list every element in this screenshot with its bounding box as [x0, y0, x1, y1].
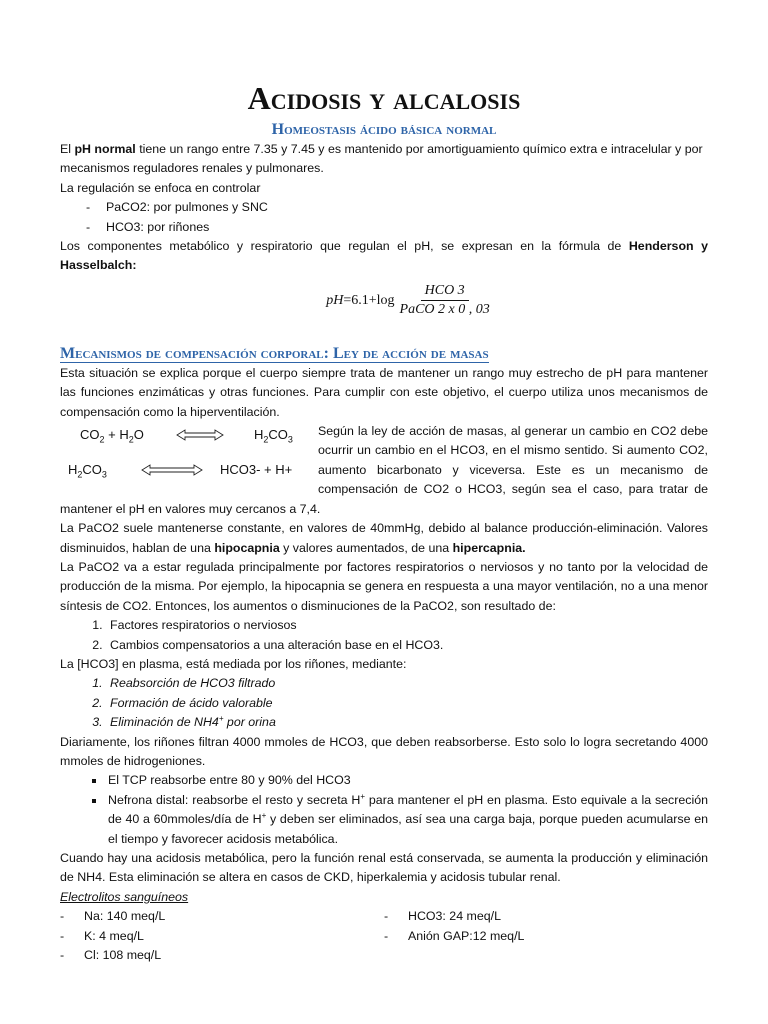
section-heading-homeostasis: Homeostasis ácido básica normal	[271, 121, 497, 138]
list-item: - K: 4 meq/L	[60, 927, 384, 946]
bold-ph-normal: pH normal	[74, 142, 136, 156]
products-hco3-h: HCO3- + H+	[220, 462, 293, 478]
superscript: +	[218, 714, 224, 724]
paragraph-regulation: La regulación se enfoca en controlar	[60, 180, 261, 195]
electrolytes-left-list	[60, 907, 384, 965]
formula-numerator: HCO 3	[421, 282, 469, 301]
reaction-equations	[60, 422, 318, 490]
electrolytes-columns	[60, 907, 708, 965]
paragraph-metabolic-acidosis: Cuando hay una acidosis metabólica, pero la función renal está conservada, se aumenta la producción y eliminación de NH4. Esta eliminación se altera en casos de CKD, hiperkalemia y acidosis tubular renal.	[60, 851, 708, 885]
list-item	[106, 791, 708, 849]
bold-hipercapnia: hipercapnia.	[452, 540, 526, 555]
paragraph-daily-filtration: Diariamente, los riñones filtran 4000 mmoles de HCO3, que deben reabsorberse. Esto solo lo logra secretando 4000 mmoles de hidrogeniones.	[60, 734, 708, 768]
subscript: 2	[263, 434, 269, 445]
paragraph-mass-action: Según la ley de acción de masas, al generar un cambio en CO2 debe ocurrir un cambio en el HCO3, en el mismo sentido. Si aumento CO2, aumento bicarbonato y viceversa. Este es un mecanismo de compensación de CO2 o HCO3, según sea el caso, para tratar de mantener el pH en valores muy cercanos a 7,4.	[60, 424, 708, 516]
subscript: 2	[77, 469, 83, 480]
text-segment: por orina	[223, 715, 276, 730]
text-segment: Eliminación de NH4	[110, 715, 219, 730]
bold-hipocapnia: hipocapnia	[214, 540, 280, 555]
causes-list	[60, 616, 708, 655]
text-segment: CO	[80, 427, 100, 443]
text-segment: El	[60, 142, 75, 156]
text-segment: y deben ser eliminados, así sea una carga baja, porque pueden acumularse en el tiempo y favorecer acidosis metabólica.	[108, 812, 708, 846]
paragraph-paco2-regulated: La PaCO2 va a estar regulada principalmente por factores respiratorios o nerviosos y no tanto por la velocidad de producción de la misma. Por ejemplo, la hipocapnia se genera en respuesta a una mayor ventilación, no a una menor síntesis de CO2. Entonces, los aumentos o disminuciones de la PaCO2, son resultado de:	[60, 559, 708, 613]
text-segment: Nefrona distal: reabsorbe el resto y secreta H	[108, 792, 361, 807]
subscript: 2	[128, 434, 134, 445]
electrolytes-right-list	[384, 907, 708, 965]
text-segment: La PaCO2 suele mantenerse constante, en valores de 40mmHg, debido al balance producción-eliminación. Valores disminuidos, hablan de una	[60, 521, 708, 555]
text-segment: y valores aumentados, de una	[279, 540, 453, 555]
paragraph-situation: Esta situación se explica porque el cuerpo siempre trata de mantener un rango muy estrecho de pH para mantener las funciones enzimáticas y otras funciones. Para cumplir con este objetivo, el cuerpo utiliza unos mecanismos de compensación como la hiperventilación.	[60, 365, 708, 419]
nephron-list	[60, 771, 708, 849]
list-item: - Na: 140 meq/L	[60, 907, 384, 926]
reactant-co2-h2o	[80, 425, 144, 450]
superscript: +	[261, 811, 267, 821]
paragraph-hco3-plasma: La [HCO3] en plasma, está mediada por los riñones, mediante:	[60, 656, 407, 671]
text-segment: O	[133, 427, 144, 443]
list-item: - Anión GAP:12 meq/L	[384, 927, 708, 946]
formula-lhs: pH	[326, 293, 344, 309]
henderson-formula	[110, 278, 708, 324]
text-segment: H	[68, 462, 78, 478]
reactant-h2co3	[68, 460, 107, 485]
list-item: 2. Formación de ácido valorable	[106, 694, 708, 713]
renal-mechanisms-list	[60, 674, 708, 732]
product-h2co3	[254, 425, 293, 450]
text-segment: + H	[104, 427, 129, 443]
paragraph-henderson	[60, 237, 708, 276]
text-segment: CO	[268, 427, 288, 443]
list-item: 1. Reabsorción de HCO3 filtrado	[106, 674, 708, 693]
double-arrow-icon	[140, 460, 204, 480]
regulation-list	[60, 198, 708, 237]
formula-fraction	[398, 282, 492, 319]
paragraph-paco2-constant	[60, 519, 708, 558]
list-item: - Cl: 108 meq/L	[60, 946, 384, 965]
section-heading-compensation	[60, 344, 708, 364]
formula-operator: =6.1+log	[343, 293, 395, 309]
text-segment: para mantener el pH en plasma. Esto equivale a la secreción de 40 a 60mmoles/día de H	[108, 792, 708, 827]
list-item: - HCO3: por riñones	[86, 218, 708, 237]
subscript: 2	[99, 434, 105, 445]
list-item	[106, 713, 708, 732]
page-title: Acidosis y alcalosis	[247, 80, 521, 116]
text-segment: tiene un rango entre 7.35 y 7.45 y es mantenido por amortiguamiento químico extra e intracelular y por mecanismos reguladores renales y pulmonares.	[60, 142, 703, 176]
paragraph-ph-normal	[60, 140, 708, 179]
subscript: 3	[287, 434, 293, 445]
formula-denominator: PaCO 2 x 0 , 03	[399, 302, 490, 318]
text-segment: H	[254, 427, 264, 443]
text-segment: Los componentes metabólico y respiratorio que regulan el pH, se expresan en la fórmula de	[60, 239, 629, 254]
list-item: - PaCO2: por pulmones y SNC	[86, 198, 708, 217]
list-item: 2. Cambios compensatorios a una alteración base en el HCO3.	[106, 636, 708, 655]
list-item: ▪ El TCP reabsorbe entre 80 y 90% del HCO3	[106, 771, 708, 790]
bold-henderson: Henderson y Hasselbalch:	[60, 239, 708, 273]
list-item: - HCO3: 24 meq/L	[384, 907, 708, 926]
double-arrow-icon	[175, 425, 225, 445]
mass-action-block	[60, 422, 708, 519]
electrolytes-title: Electrolitos sanguíneos	[60, 889, 189, 904]
equation-co2-h2o	[60, 425, 318, 445]
list-item: 1. Factores respiratorios o nerviosos	[106, 616, 708, 635]
equation-h2co3	[60, 460, 318, 480]
text-segment: CO	[82, 462, 102, 478]
superscript: +	[360, 791, 366, 801]
subscript: 3	[101, 469, 107, 480]
section-heading-text: Mecanismos de compensación corporal: Ley de acción de masas	[60, 344, 489, 362]
